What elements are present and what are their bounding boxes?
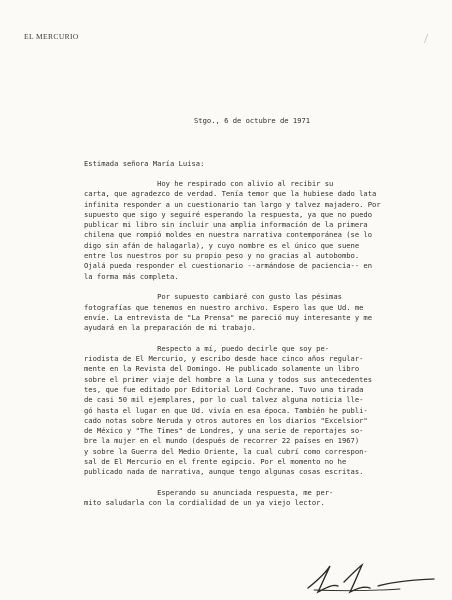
text-line: publicado nada de narrativa, aunque tengo algunas cosas escritas. — [84, 467, 364, 477]
text-line: Ojalá pueda responder el cuestionario --armándose de paciencia-- en — [84, 261, 373, 271]
text-line: sobre el primer viaje del hombre a la Luna y todos sus antecedentes — [84, 374, 373, 384]
date-line: Stgo., 6 de octubre de 1971 — [194, 116, 311, 125]
letter-paragraph — [84, 344, 381, 478]
salutation: Estimada señora María Luisa: — [84, 159, 205, 168]
text-line: bre la mujer en el mundo (después de recorrer 22 países en 1967) — [84, 436, 360, 446]
text-line: gó hasta el lugar en que Ud. vivía en esa época. También he publi- — [84, 405, 368, 415]
letter-paragraph — [84, 292, 381, 333]
text-line: Respecto a mí, puedo decirle que soy pe- — [84, 343, 330, 353]
text-line: cado notas sobre Neruda y otros autores en los diarios "Excelsior" — [84, 415, 368, 425]
corner-pencil-mark: / — [424, 32, 428, 47]
text-line: entre los nuestros por su propio peso y no gracias al autobombo. — [84, 251, 360, 261]
text-line: sal de El Mercurio en el frente egipcio. Por el momento no he — [84, 457, 347, 467]
text-line: de México y "The Times" de Londres, y una serie de reportajes so- — [84, 426, 364, 436]
text-line: chilena que rompió moldes en nuestra narrativa contemporánea (se lo — [84, 230, 373, 240]
letterhead: EL MERCURIO — [24, 32, 79, 41]
letter-body — [84, 179, 381, 519]
text-line: Por supuesto cambiaré con gusto las pésimas — [84, 292, 342, 302]
text-line: tes, que fue editado por Editorial Lord Cochrane. Tuvo una tirada — [84, 384, 364, 394]
text-line: de casi 50 mil ejemplares, por lo cual talvez alguna noticia lle- — [84, 395, 364, 405]
text-line: mito saludarla con la cordialidad de un ya viejo lector. — [84, 498, 325, 508]
text-line: publicar mi libro sin incluir una amplia información de la primera — [84, 220, 368, 230]
letter-paragraph — [84, 179, 381, 282]
letter-paragraph — [84, 488, 381, 509]
text-line: envíe. La entrevista de "La Prensa" me pareció muy interesante y me — [84, 312, 373, 322]
text-line: fotografías que tenemos en nuestro archivo. Espero las que Ud. me — [84, 302, 364, 312]
text-line: digo sin afán de halagarla), y cuyo nombre es el único que suene — [84, 240, 360, 250]
text-line: infinita responder a un cuestionario tan largo y talvez majadero. Por — [84, 199, 381, 209]
text-line: carta, que agradezco de verdad. Tenía temor que la hubiese dado lata — [84, 189, 377, 199]
text-line: Hoy he respirado con alivio al recibir su — [84, 179, 334, 188]
text-line: la forma más completa. — [84, 271, 179, 281]
text-line: ayudará en la preparación de mi trabajo. — [84, 323, 256, 333]
text-line: riodista de El Mercurio, y escribo desde hace cinco años regular- — [84, 354, 364, 364]
text-line: y sobre la Guerra del Medio Oriente, la cual cubrí como correspon- — [84, 446, 368, 456]
text-line: Esperando su anunciada respuesta, me per- — [84, 487, 334, 497]
handwritten-signature — [300, 562, 440, 596]
text-line: mente en la Revista del Domingo. He publicado solamente un libro — [84, 364, 360, 374]
text-line: supuesto que sigo y seguiré esperando la respuesta, ya que no puedo — [84, 209, 373, 219]
